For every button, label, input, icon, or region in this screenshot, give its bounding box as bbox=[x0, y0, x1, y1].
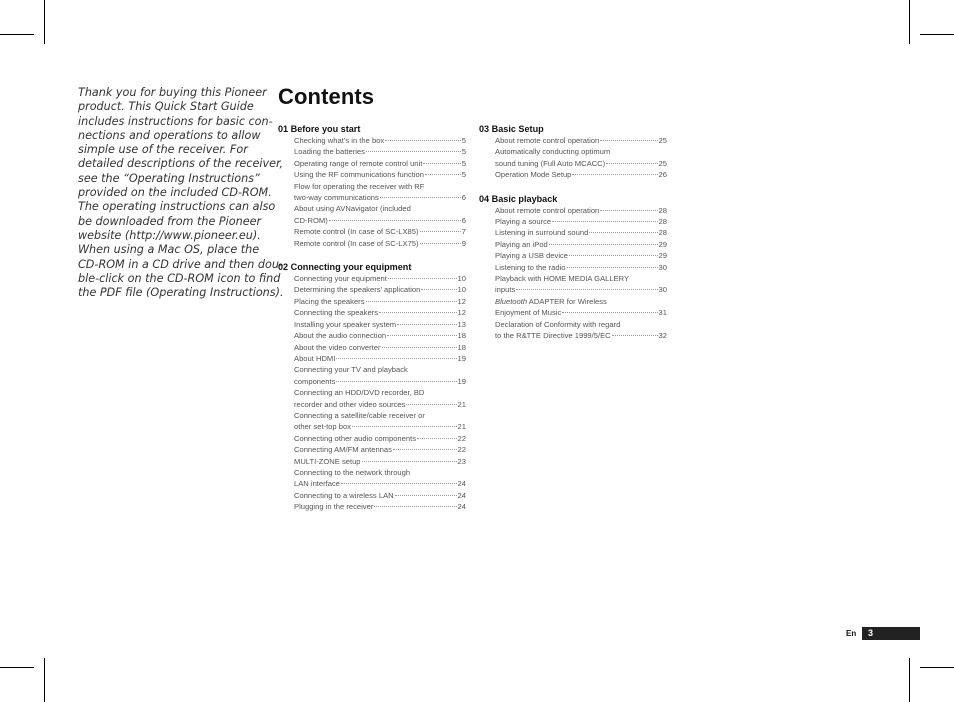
toc-entry[interactable] bbox=[294, 467, 466, 490]
toc-entry-text: Remote control (In case of SC-LX85) bbox=[294, 227, 419, 237]
toc-entry-text: sound tuning (Full Auto MCACC) bbox=[495, 158, 606, 168]
toc-page-number: 19 bbox=[457, 353, 466, 363]
intro-line: The operating instructions can also bbox=[78, 200, 276, 214]
toc-entry-line bbox=[495, 273, 667, 284]
intro-line: nections and operations to allow bbox=[78, 128, 261, 142]
toc-page-number: 28 bbox=[658, 228, 667, 238]
toc-entries bbox=[294, 135, 466, 249]
toc-entry-line bbox=[495, 319, 667, 330]
toc-entry[interactable] bbox=[294, 330, 466, 341]
toc-entry-text: Playing a source bbox=[495, 217, 552, 227]
toc-entry-text: About the audio connection bbox=[294, 331, 387, 341]
toc-entry[interactable] bbox=[294, 501, 466, 512]
toc-page-number: 28 bbox=[658, 217, 667, 227]
toc-page-number: 21 bbox=[457, 422, 466, 432]
toc-entry-last-line bbox=[495, 284, 667, 295]
toc-entry-text: other set-top box bbox=[294, 422, 351, 432]
toc-entry-last-line bbox=[294, 169, 466, 180]
toc-entry-last-line bbox=[294, 238, 466, 249]
toc-entry[interactable] bbox=[495, 319, 667, 342]
toc-entry[interactable] bbox=[294, 387, 466, 410]
crop-mark bbox=[44, 0, 45, 44]
toc-entry-line bbox=[294, 181, 466, 192]
toc-page-number: 25 bbox=[658, 158, 667, 168]
toc-entry[interactable] bbox=[294, 273, 466, 284]
toc-entry-last-line bbox=[294, 158, 466, 169]
intro-line: When using a Mac OS, place the bbox=[78, 243, 260, 257]
toc-entry-text: About using AVNavigator (included bbox=[294, 204, 411, 214]
toc-entry-line bbox=[294, 203, 466, 214]
toc-entry-last-line bbox=[294, 296, 466, 307]
toc-section bbox=[278, 261, 466, 513]
toc-entry[interactable] bbox=[294, 364, 466, 387]
toc-entry[interactable] bbox=[294, 433, 466, 444]
toc-entries bbox=[294, 273, 466, 513]
toc-entry-text: Declaration of Conformity with regard bbox=[495, 319, 621, 329]
toc-entry-text: Plugging in the receiver bbox=[294, 502, 374, 512]
toc-entry[interactable] bbox=[495, 146, 667, 169]
toc-entry[interactable] bbox=[495, 169, 667, 180]
toc-entry-last-line bbox=[495, 169, 667, 180]
toc-entry-line bbox=[495, 296, 667, 307]
toc-entry-text: Using the RF communications function bbox=[294, 170, 424, 180]
toc-entry[interactable] bbox=[294, 307, 466, 318]
toc-entry-text: two-way communications bbox=[294, 193, 379, 203]
toc-page-number: 7 bbox=[461, 227, 466, 237]
toc-entry-last-line bbox=[294, 478, 466, 489]
dot-leader bbox=[380, 197, 461, 198]
toc-page-number: 29 bbox=[658, 251, 667, 261]
toc-page-number: 29 bbox=[658, 239, 667, 249]
dot-leader bbox=[366, 151, 461, 152]
toc-entry-text: Connecting AM/FM antennas bbox=[294, 445, 392, 455]
toc-entry-last-line bbox=[294, 433, 466, 444]
section-heading: 04 Basic playback bbox=[479, 193, 558, 204]
section-heading: 01 Before you start bbox=[278, 124, 361, 134]
toc-page-number: 24 bbox=[457, 479, 466, 489]
toc-entry[interactable] bbox=[495, 250, 667, 261]
toc-entry-text: Automatically conducting optimum bbox=[495, 147, 611, 157]
toc-page-number: 10 bbox=[457, 285, 466, 295]
toc-page-number: 6 bbox=[461, 215, 466, 225]
toc-entry-last-line bbox=[495, 227, 667, 238]
crop-mark bbox=[920, 34, 954, 35]
dot-leader bbox=[362, 461, 457, 462]
toc-entry-text: Determining the speakers’ application bbox=[294, 285, 421, 295]
dot-leader bbox=[352, 426, 457, 427]
toc-entry[interactable] bbox=[495, 135, 667, 146]
intro-line: simple use of the receiver. For bbox=[78, 143, 248, 157]
dot-leader bbox=[600, 210, 657, 211]
toc-entry[interactable] bbox=[495, 296, 667, 319]
toc-entry[interactable] bbox=[294, 284, 466, 295]
toc-entry[interactable] bbox=[294, 158, 466, 169]
toc-entry-last-line bbox=[495, 307, 667, 318]
toc-entry-text: Flow for operating the receiver with RF bbox=[294, 181, 425, 191]
toc-page-number: 22 bbox=[457, 433, 466, 443]
toc-section bbox=[479, 193, 667, 342]
toc-section bbox=[278, 123, 466, 249]
toc-entry-last-line bbox=[294, 307, 466, 318]
toc-entry[interactable] bbox=[294, 169, 466, 180]
toc-entry-text: Checking what’s in the box bbox=[294, 136, 385, 145]
toc-entry-last-line bbox=[294, 284, 466, 295]
dot-leader bbox=[366, 301, 457, 302]
toc-entry-last-line bbox=[294, 135, 466, 146]
toc-entry-text: About remote control operation bbox=[495, 205, 600, 215]
toc-entry-text: Listening to the radio bbox=[495, 262, 566, 272]
intro-line: see the “Operating Instructions” bbox=[78, 171, 260, 185]
dot-leader bbox=[549, 244, 658, 245]
toc-entry-line bbox=[294, 364, 466, 375]
toc-entry-last-line bbox=[294, 353, 466, 364]
dot-leader bbox=[406, 404, 456, 405]
intro-line: Thank you for buying this Pioneer bbox=[78, 86, 267, 99]
toc-entry-text: Playing a USB device bbox=[495, 251, 569, 261]
toc-entry-line bbox=[294, 410, 466, 421]
crop-mark bbox=[920, 667, 954, 668]
toc-entry[interactable] bbox=[294, 319, 466, 330]
toc-entry-text: Playing an iPod bbox=[495, 239, 548, 249]
toc-entry[interactable] bbox=[294, 296, 466, 307]
toc-entry-text: Bluetooth ADAPTER for Wireless bbox=[495, 296, 607, 306]
toc-entry[interactable] bbox=[294, 181, 466, 204]
dot-leader bbox=[572, 174, 657, 175]
dot-leader bbox=[374, 506, 456, 507]
toc-entry-text: CD-ROM) bbox=[294, 215, 328, 225]
toc-entry-last-line bbox=[294, 215, 466, 226]
toc-entry[interactable] bbox=[294, 203, 466, 226]
toc-entry[interactable] bbox=[294, 490, 466, 501]
dot-leader bbox=[387, 335, 457, 336]
crop-mark bbox=[909, 0, 910, 44]
dot-leader bbox=[516, 289, 657, 290]
toc-entry-line bbox=[294, 467, 466, 478]
dot-leader bbox=[421, 289, 456, 290]
toc-page-number: 24 bbox=[457, 490, 466, 500]
toc-page-number: 30 bbox=[658, 285, 667, 295]
toc-entry-text: LAN interface bbox=[294, 479, 341, 489]
toc-page-number: 9 bbox=[461, 238, 466, 248]
toc-column-right bbox=[479, 123, 667, 354]
dot-leader bbox=[589, 232, 657, 233]
toc-entry-text: Listening in surround sound bbox=[495, 228, 589, 238]
toc-entry[interactable] bbox=[294, 226, 466, 237]
toc-column-left bbox=[278, 123, 466, 525]
intro-text bbox=[78, 86, 284, 300]
toc-page-number: 26 bbox=[658, 170, 667, 180]
toc-entry-last-line bbox=[294, 490, 466, 501]
toc-entry-text: to the R&TTE Directive 1999/5/EC bbox=[495, 331, 611, 341]
language-label: En bbox=[846, 629, 857, 638]
toc-page-number: 6 bbox=[461, 193, 466, 203]
toc-entries bbox=[495, 205, 667, 342]
dot-leader bbox=[397, 324, 456, 325]
dot-leader bbox=[341, 483, 457, 484]
intro-line: ble-click on the CD-ROM icon to find bbox=[78, 271, 281, 285]
toc-entry-last-line bbox=[495, 205, 667, 216]
toc-page-number: 12 bbox=[457, 308, 466, 318]
toc-entry-last-line bbox=[294, 319, 466, 330]
page-number: 3 bbox=[868, 628, 874, 638]
crop-mark bbox=[909, 658, 910, 702]
dot-leader bbox=[425, 174, 461, 175]
toc-page-number: 12 bbox=[457, 296, 466, 306]
toc-page-number: 5 bbox=[461, 147, 466, 157]
toc-entry[interactable] bbox=[495, 262, 667, 273]
toc-entry-line bbox=[495, 146, 667, 157]
toc-section bbox=[479, 123, 667, 181]
intro-line: includes instructions for basic con- bbox=[78, 114, 273, 128]
toc-page-number: 31 bbox=[658, 308, 667, 318]
toc-entry-last-line bbox=[495, 158, 667, 169]
toc-page-number: 25 bbox=[658, 136, 667, 145]
toc-entry[interactable] bbox=[294, 353, 466, 364]
intro-line: CD-ROM in a CD drive and then dou- bbox=[78, 257, 283, 271]
toc-page-number: 10 bbox=[457, 274, 466, 284]
toc-page-number: 32 bbox=[658, 331, 667, 341]
dot-leader bbox=[423, 163, 460, 164]
toc-page-number: 30 bbox=[658, 262, 667, 272]
toc-page-number: 5 bbox=[461, 170, 466, 180]
crop-mark bbox=[0, 667, 34, 668]
crop-mark bbox=[44, 658, 45, 702]
toc-entry-last-line bbox=[294, 421, 466, 432]
toc-entry-text: Connecting the speakers bbox=[294, 308, 379, 318]
dot-leader bbox=[379, 312, 457, 313]
page-title: Contents bbox=[278, 84, 375, 109]
toc-entry-text: About HDMI bbox=[294, 353, 336, 363]
toc-entry-last-line bbox=[294, 342, 466, 353]
toc-entry-text: Connecting to a wireless LAN bbox=[294, 490, 394, 500]
toc-entry-text: Remote control (In case of SC-LX75) bbox=[294, 238, 419, 248]
toc-entry-line bbox=[294, 387, 466, 398]
toc-entry-last-line bbox=[294, 444, 466, 455]
toc-entry-text: About the video converter bbox=[294, 342, 381, 352]
toc-entry-text: recorder and other video sources bbox=[294, 399, 406, 409]
toc-entry-text: components bbox=[294, 376, 336, 386]
dot-leader bbox=[612, 335, 658, 336]
toc-entry[interactable] bbox=[294, 146, 466, 157]
section-heading: 02 Connecting your equipment bbox=[278, 262, 412, 273]
toc-entry-last-line bbox=[294, 192, 466, 203]
toc-entry-text: Operation Mode Setup bbox=[495, 170, 572, 180]
toc-entry-text: Connecting to the network through bbox=[294, 467, 411, 477]
page-number-tab bbox=[862, 627, 920, 640]
toc-entry-last-line bbox=[294, 330, 466, 341]
toc-entry[interactable] bbox=[294, 456, 466, 467]
dot-leader bbox=[395, 495, 457, 496]
toc-entry-text: Connecting your equipment bbox=[294, 274, 387, 284]
toc-entry-last-line bbox=[495, 262, 667, 273]
toc-entry[interactable] bbox=[294, 444, 466, 455]
dot-leader bbox=[567, 267, 658, 268]
toc-entry-last-line bbox=[495, 239, 667, 250]
toc-entry-text: About remote control operation bbox=[495, 136, 600, 145]
dot-leader bbox=[420, 231, 461, 232]
intro-line: the PDF file (Operating Instructions). bbox=[78, 286, 284, 300]
toc-entry-last-line bbox=[495, 330, 667, 341]
toc-entry-text: Installing your speaker system bbox=[294, 319, 397, 329]
toc-page-number: 21 bbox=[457, 399, 466, 409]
toc-entry-last-line bbox=[495, 216, 667, 227]
toc-entry[interactable] bbox=[294, 410, 466, 433]
intro-line: be downloaded from the Pioneer bbox=[78, 214, 262, 228]
toc-entry[interactable] bbox=[495, 273, 667, 296]
toc-entry[interactable] bbox=[294, 135, 466, 146]
dot-leader bbox=[336, 381, 456, 382]
dot-leader bbox=[329, 220, 461, 221]
dot-leader bbox=[388, 278, 457, 279]
toc-entry-text: MULTI-ZONE setup bbox=[294, 456, 361, 466]
toc-entry-text: Loading the batteries bbox=[294, 147, 365, 157]
intro-line: product. This Quick Start Guide bbox=[78, 100, 254, 114]
toc-page-number: 18 bbox=[457, 342, 466, 352]
toc-entry-last-line bbox=[495, 250, 667, 261]
dot-leader bbox=[606, 163, 657, 164]
toc-page-number: 28 bbox=[658, 205, 667, 215]
toc-entry[interactable] bbox=[294, 342, 466, 353]
toc-entry-last-line bbox=[294, 376, 466, 387]
toc-entry-text: Operating range of remote control unit bbox=[294, 158, 423, 168]
dot-leader bbox=[420, 243, 461, 244]
dot-leader bbox=[569, 255, 658, 256]
toc-entry[interactable] bbox=[495, 227, 667, 238]
toc-page-number: 5 bbox=[461, 158, 466, 168]
intro-line: website (http://www.pioneer.eu). bbox=[78, 228, 261, 242]
dot-leader bbox=[336, 358, 456, 359]
dot-leader bbox=[600, 140, 657, 141]
toc-entry-last-line bbox=[294, 399, 466, 410]
toc-entry-text: Connecting a satellite/cable receiver or bbox=[294, 410, 425, 420]
dot-leader bbox=[382, 347, 457, 348]
toc-entry-text: Playback with HOME MEDIA GALLERY bbox=[495, 274, 630, 284]
toc-page-number: 19 bbox=[457, 376, 466, 386]
toc-entry-last-line bbox=[294, 501, 466, 512]
toc-page-number: 13 bbox=[457, 319, 466, 329]
toc-entry-text: inputs bbox=[495, 285, 516, 295]
toc-entry-text: Connecting your TV and playback bbox=[294, 365, 408, 375]
dot-leader bbox=[393, 449, 457, 450]
toc-page-number: 23 bbox=[457, 456, 466, 466]
toc-page-number: 24 bbox=[457, 502, 466, 512]
toc-entry[interactable] bbox=[495, 216, 667, 227]
toc-entry-text: Placing the speakers bbox=[294, 296, 365, 306]
section-heading: 03 Basic Setup bbox=[479, 124, 544, 134]
toc-page-number: 18 bbox=[457, 331, 466, 341]
intro-line: detailed descriptions of the receiver, bbox=[78, 157, 284, 171]
dot-leader bbox=[385, 140, 461, 141]
toc-entry-last-line bbox=[495, 135, 667, 146]
toc-entry-last-line bbox=[294, 226, 466, 237]
toc-page-number: 5 bbox=[461, 136, 466, 145]
dot-leader bbox=[562, 312, 657, 313]
toc-entries bbox=[495, 135, 667, 181]
dot-leader bbox=[417, 438, 457, 439]
toc-entry-text: Connecting other audio components bbox=[294, 433, 417, 443]
bluetooth-word: Bluetooth bbox=[495, 296, 528, 306]
toc-entry-last-line bbox=[294, 273, 466, 284]
dot-leader bbox=[552, 221, 657, 222]
toc-entry-last-line bbox=[294, 456, 466, 467]
toc-entry[interactable] bbox=[294, 238, 466, 249]
toc-entry[interactable] bbox=[495, 239, 667, 250]
intro-line: provided on the included CD-ROM. bbox=[78, 186, 272, 200]
toc-entry-last-line bbox=[294, 146, 466, 157]
toc-entry-text: Connecting an HDD/DVD recorder, BD bbox=[294, 388, 425, 398]
toc-entry[interactable] bbox=[495, 205, 667, 216]
toc-entry-text: Enjoyment of Music bbox=[495, 308, 562, 318]
toc-page-number: 22 bbox=[457, 445, 466, 455]
crop-mark bbox=[0, 34, 34, 35]
